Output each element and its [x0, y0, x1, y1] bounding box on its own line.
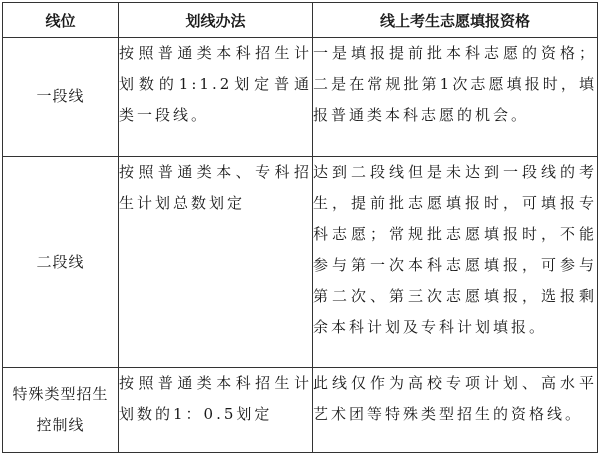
score-line-table	[2, 2, 598, 453]
qualification-cell: 一是填报提前批本科志愿的资格；二是在常规批第1次志愿填报时，填报普通类本科志愿的机会。	[313, 38, 598, 157]
level-cell: 特殊类型招生控制线	[3, 368, 119, 453]
table-row	[3, 156, 598, 368]
level-cell: 一段线	[3, 38, 119, 157]
qualification-cell: 此线仅作为高校专项计划、高水平艺术团等特殊类型招生的资格线。	[313, 368, 598, 453]
method-cell: 按照普通类本、专科招生计划总数划定	[119, 156, 313, 368]
qualification-cell: 达到二段线但是未达到一段线的考生，提前批志愿填报时，可填报专科志愿；常规批志愿填报时，不能参与第一次本科志愿填报，可参与第二次、第三次志愿填报，选报剩余本科计划及专科计划填报。	[313, 156, 598, 368]
table-row	[3, 368, 598, 453]
method-cell: 按照普通类本科招生计划数的1：0.5划定	[119, 368, 313, 453]
header-qualification: 线上考生志愿填报资格	[313, 3, 598, 38]
method-cell: 按照普通类本科招生计划数的1:1.2划定普通类一段线。	[119, 38, 313, 157]
table-header-row	[3, 3, 598, 38]
table-row	[3, 38, 598, 157]
header-level: 线位	[3, 3, 119, 38]
level-cell: 二段线	[3, 156, 119, 368]
header-method: 划线办法	[119, 3, 313, 38]
